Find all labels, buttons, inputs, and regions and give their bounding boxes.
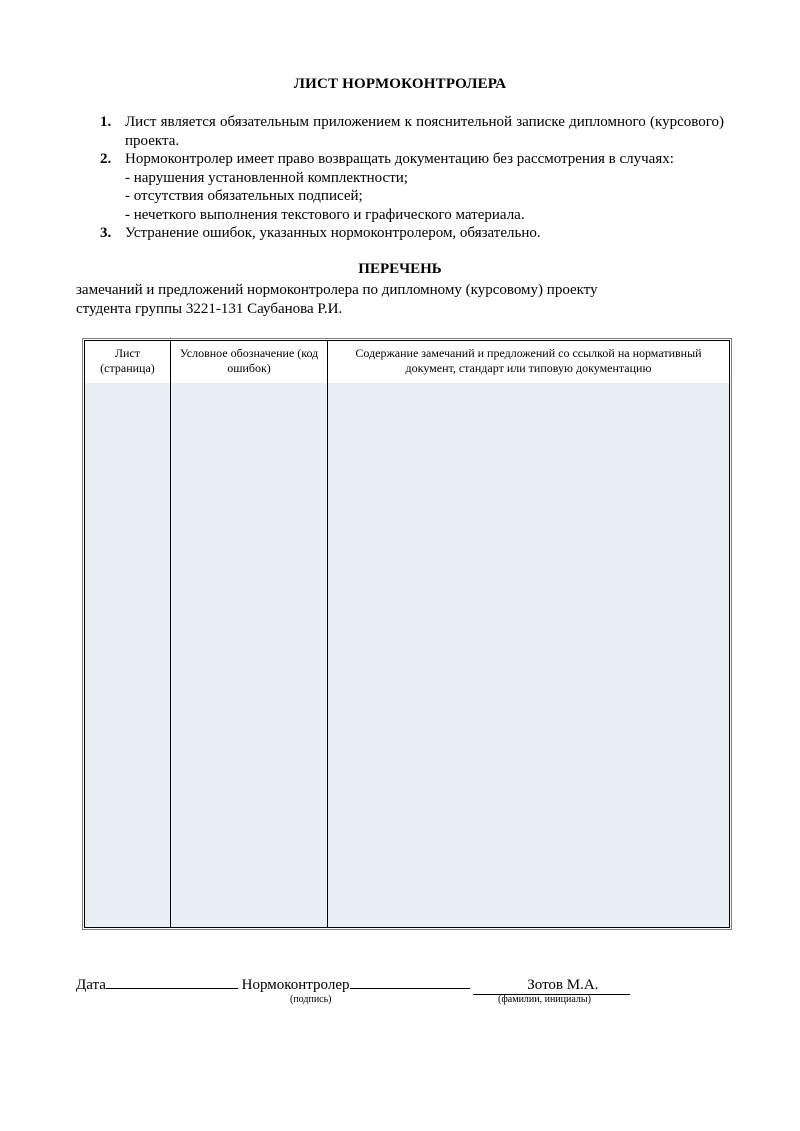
rules-list xyxy=(100,113,724,243)
rule-subitem: - нарушения установленной комплектности; xyxy=(125,169,408,186)
rule-number: 2. xyxy=(100,151,112,167)
header-label: Условное обозначение (код ошибок) xyxy=(179,346,319,375)
signature-field[interactable] xyxy=(350,974,470,989)
name-field[interactable] xyxy=(473,977,630,995)
rule-text: Нормоконтролер имеет право возвращать документацию без рассмотрения в случаях: xyxy=(125,151,674,167)
rule-number: 1. xyxy=(100,114,112,130)
header-label: Лист (страница) xyxy=(100,346,155,375)
controller-name: Зотов М.А. xyxy=(527,977,599,993)
header-cell-page xyxy=(85,341,170,383)
table-header xyxy=(85,341,729,384)
document-title: ЛИСТ НОРМОКОНТРОЛЕРА xyxy=(293,76,507,92)
table-body xyxy=(85,383,729,927)
header-cell-code xyxy=(170,341,327,383)
page-field[interactable] xyxy=(85,383,170,927)
table-frame xyxy=(84,340,730,928)
rule-item xyxy=(100,113,724,150)
intro-line: студента группы 3221-131 Саубанова Р.И. xyxy=(76,301,343,317)
controller-label: Нормоконтролер xyxy=(241,977,350,993)
signature-caption: (подпись) xyxy=(290,994,332,1005)
signature-line xyxy=(76,974,630,995)
list-title: ПЕРЕЧЕНЬ xyxy=(358,261,442,277)
remarks-field[interactable] xyxy=(327,383,729,927)
rule-text: Устранение ошибок, указанных нормоконтролером, обязательно. xyxy=(125,225,541,241)
rule-subitem: - отсутствия обязательных подписей; xyxy=(125,188,363,204)
date-field[interactable] xyxy=(106,974,238,989)
header-label: Содержание замечаний и предложений со ссылкой на нормативный документ, стандарт или типовую документацию xyxy=(355,346,702,375)
name-caption: (фамилии, инициалы) xyxy=(498,994,591,1005)
list-intro xyxy=(76,281,598,319)
date-label: Дата xyxy=(76,977,106,993)
rule-subitem: - нечеткого выполнения текстового и графического материала. xyxy=(125,206,525,223)
rule-text: Лист является обязательным приложением к пояснительной записке дипломного (курсового) проекта. xyxy=(125,114,724,149)
error-code-field[interactable] xyxy=(170,383,327,927)
header-cell-content xyxy=(327,341,729,383)
rule-item xyxy=(100,150,724,224)
rule-item xyxy=(100,224,724,243)
rule-number: 3. xyxy=(100,225,112,241)
intro-line: замечаний и предложений нормоконтролера по дипломному (курсовому) проекту xyxy=(76,282,598,298)
remarks-table xyxy=(82,338,732,930)
